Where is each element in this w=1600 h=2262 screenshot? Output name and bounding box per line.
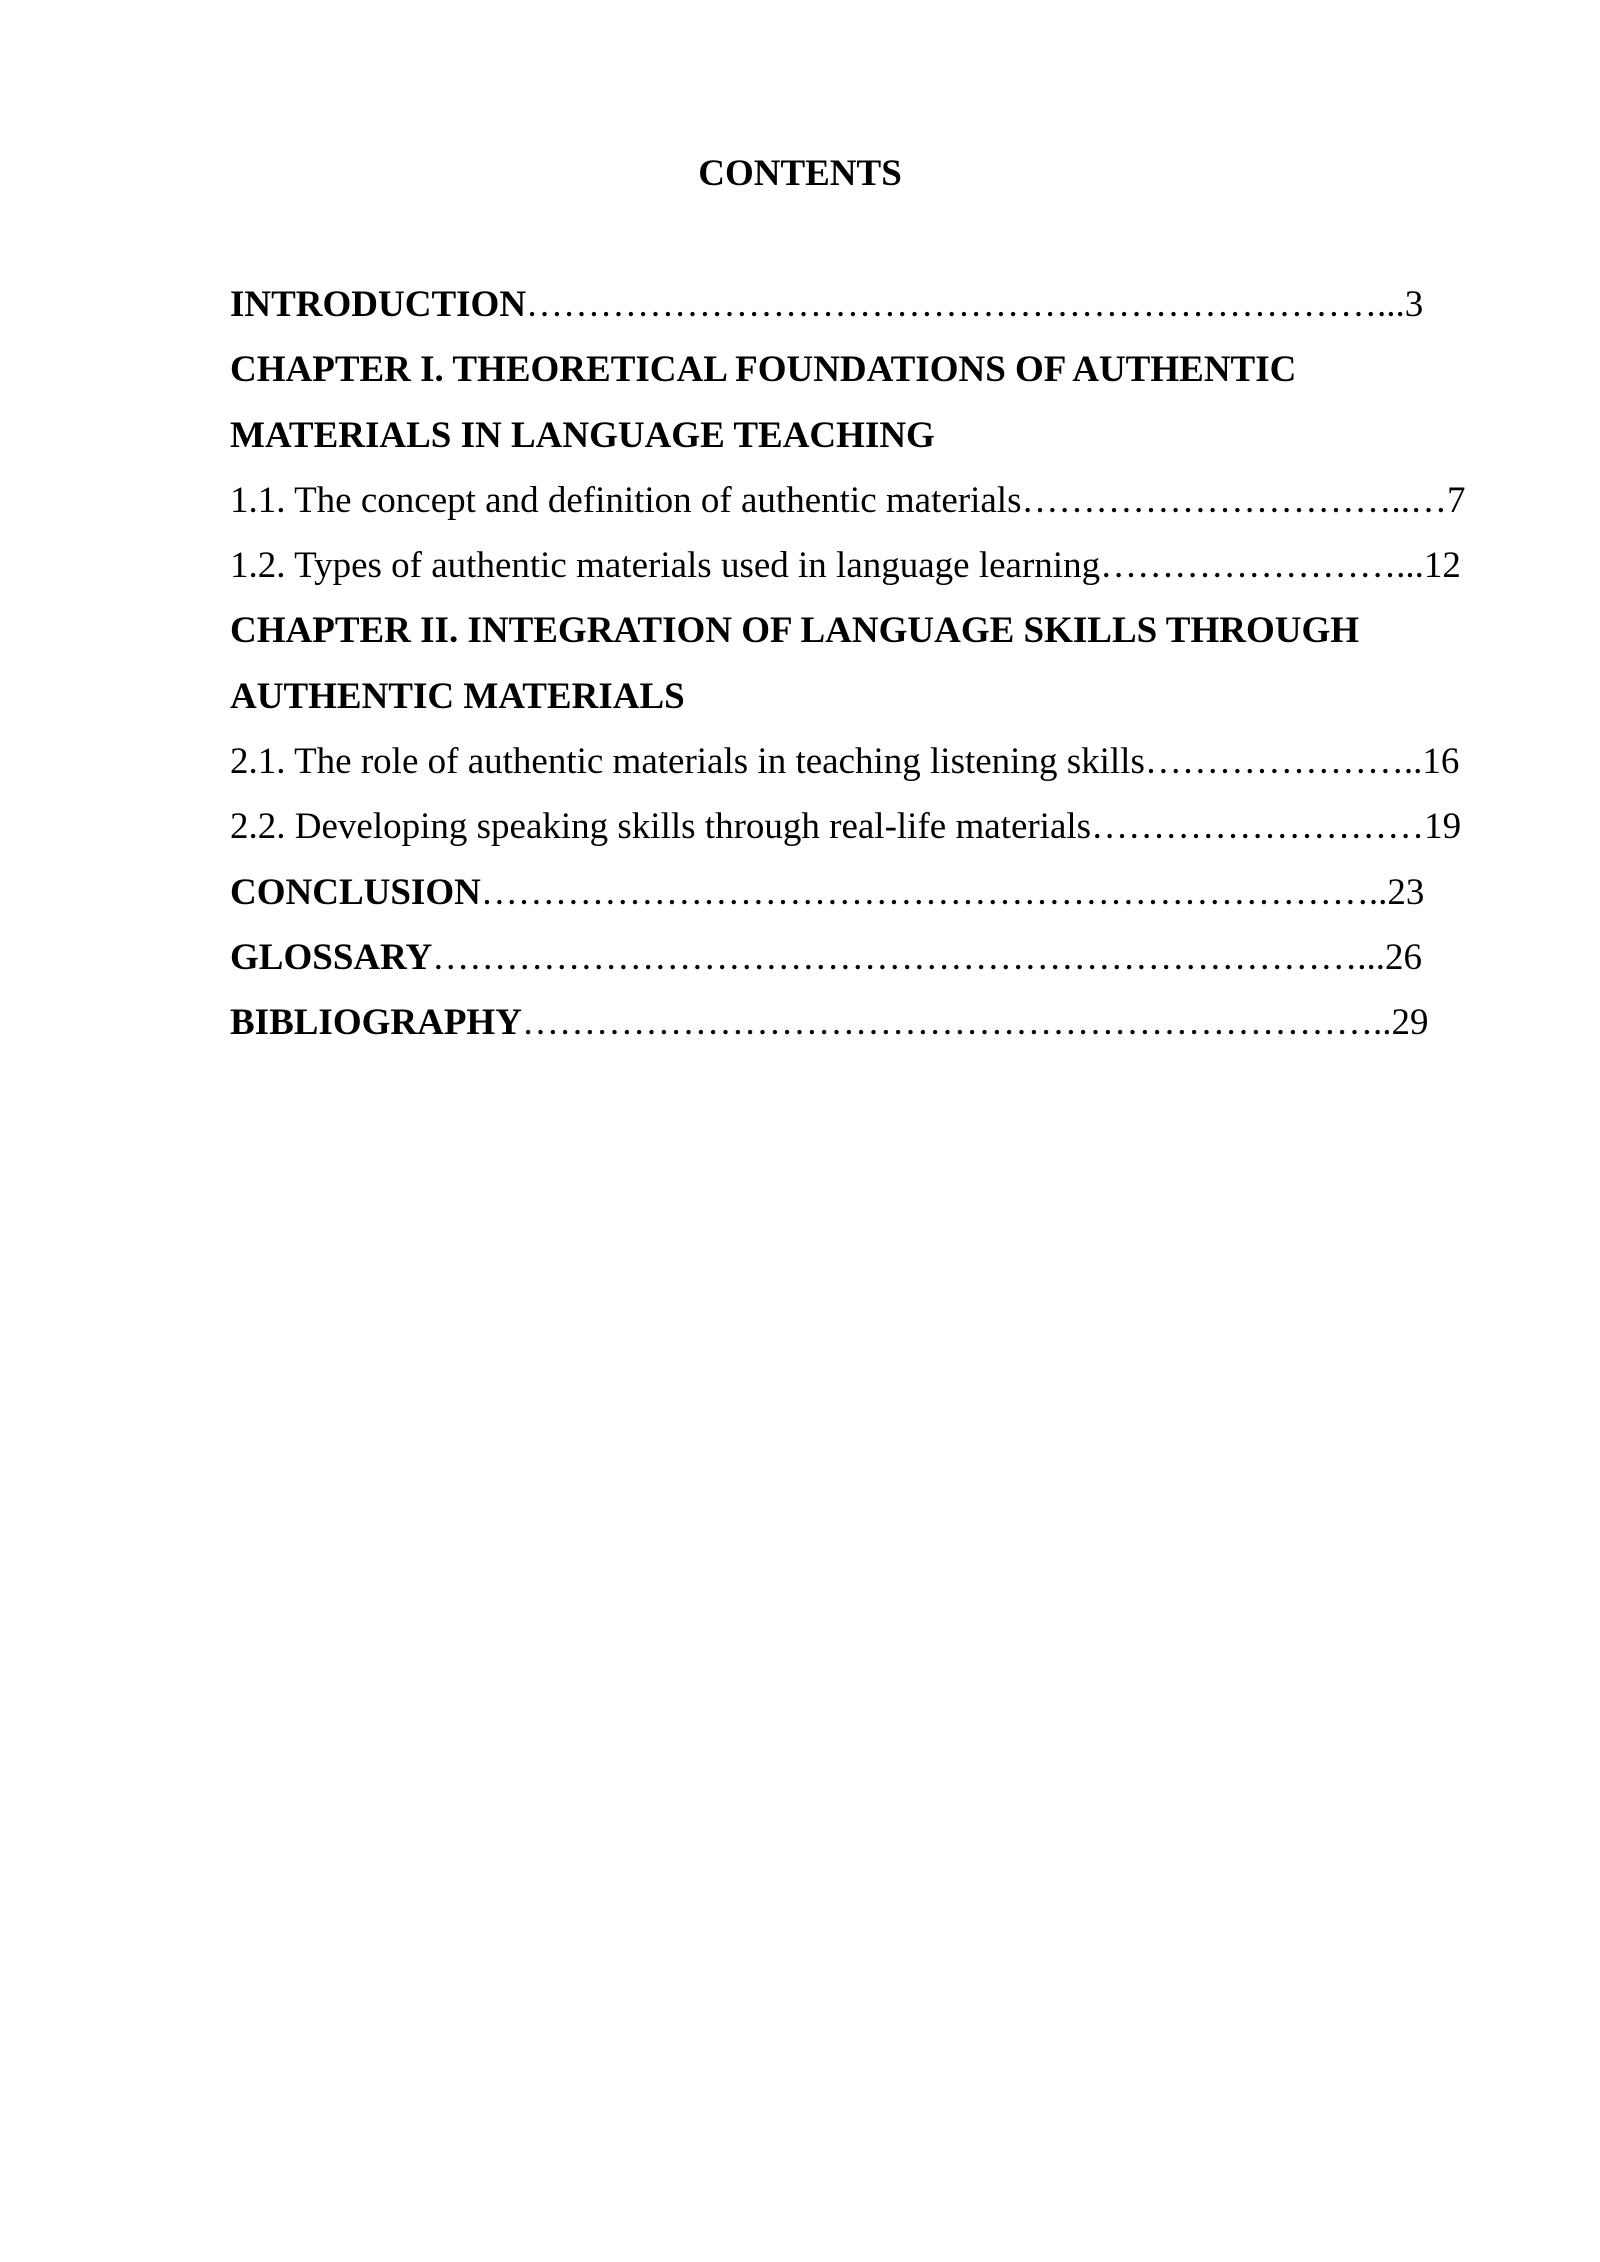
toc-page-number: 26 [1385,936,1423,978]
toc-page-number: 3 [1404,284,1424,325]
toc-page-number: 19 [1424,806,1462,848]
toc-page-number: 7 [1446,479,1466,521]
page-title: CONTENTS [698,153,902,194]
toc-entry-label: 2.2. Developing speaking skills through real-life materials [230,806,1092,848]
toc-leader-dots: ……………………... [1100,545,1424,587]
toc-page-number: 12 [1423,545,1461,587]
toc-entry-label: CHAPTER I. THEORETICAL FOUNDATIONS OF AUTHENTIC [230,349,1297,391]
toc-entry-chapter-1-heading-cont [230,414,1494,479]
toc-entry-section-1-1 [230,479,1494,544]
toc-entry-label: BIBLIOGRAPHY [230,1002,522,1044]
toc-entry-label: MATERIALS IN LANGUAGE TEACHING [230,414,935,456]
toc-leader-dots: …………………………………………………………………... [432,936,1386,978]
toc-leader-dots: …………………………………………………………….. [521,1002,1392,1044]
toc-entry-glossary [230,936,1494,1001]
toc-entry-section-1-2 [230,544,1494,609]
toc-entry-conclusion [230,871,1494,936]
toc-entry-label: 1.2. Types of authentic materials used in language learning [230,545,1101,587]
toc-leader-dots: ……………………………………………………………….. [480,871,1388,913]
toc-leader-dots: …………………………..… [1021,479,1447,521]
toc-entry-bibliography [230,1001,1494,1066]
toc-leader-dots: ………………….. [1144,741,1423,783]
toc-entry-chapter-1-heading [230,348,1494,413]
toc-entry-chapter-2-heading [230,609,1494,674]
toc-entry-section-2-2 [230,805,1494,870]
toc-entry-label: GLOSSARY [230,936,433,978]
toc-entry-label: INTRODUCTION [230,284,527,325]
table-of-contents [230,283,1494,1067]
toc-entry-label: 1.1. The concept and definition of authentic materials [230,479,1022,521]
toc-entry-label: AUTHENTIC MATERIALS [230,675,685,717]
toc-leader-dots: ……………………… [1091,806,1425,848]
toc-entry-introduction [230,283,1494,348]
toc-entry-label: CONCLUSION [230,871,481,913]
toc-page-number: 16 [1422,741,1460,783]
toc-entry-label: 2.1. The role of authentic materials in teaching listening skills [230,741,1145,783]
toc-leader-dots: ……………………………………………………………... [526,284,1405,325]
toc-page-number: 23 [1387,871,1425,913]
toc-entry-label: CHAPTER II. INTEGRATION OF LANGUAGE SKILLS THROUGH [230,610,1360,652]
toc-entry-section-2-1 [230,740,1494,805]
toc-entry-chapter-2-heading-cont [230,675,1494,740]
toc-page-number: 29 [1391,1002,1429,1044]
